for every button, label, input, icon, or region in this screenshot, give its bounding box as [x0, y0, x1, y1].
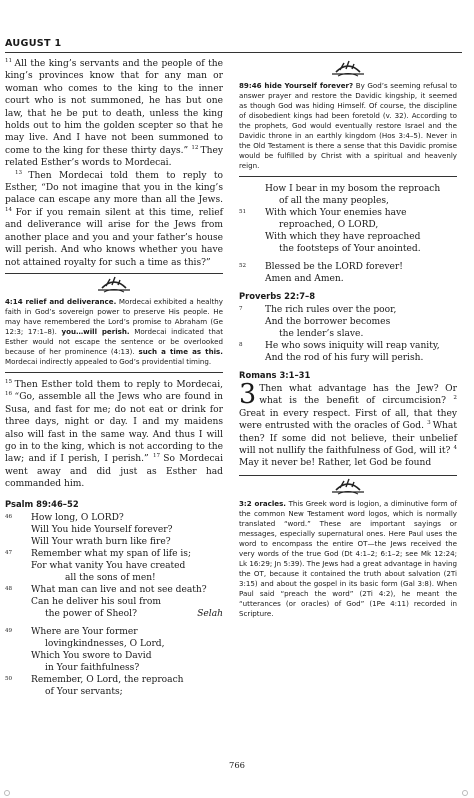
esther-passage-2: $^{15}$ Then Esther told them to reply to Mordecai, $^{16}$ “Go, assemble all the Jews who are found in Susa, and fast for me; do not eat or drink for three days, night or day. I and my maidens also will fast in the same way. And thus I will go in to the king, which is not according to the law; and if I perish, I perish.” $^{17}$ So Mordecai went away and did just as Esther had commanded him.	[5, 378, 223, 490]
psalm-heading: Psalm 89:46–52	[5, 498, 79, 509]
proverbs-heading: Proverbs 22:7–8	[239, 291, 316, 301]
study-note-89-46: 89:46 hide Yourself forever? By God’s seeming refusal to answer prayer and restore the Davidic kingship, it seemed as though God was hiding Himself. Of course, the discipline of disobedient kings had been foretold (v. 32). According to the prophets, God would eventually restore Israel and the Davidic throne in an earthly kingdom (Hos 3:4–5). Never in the Old Testament is there a sense that this Davidic promise would be fulfilled by Christ with a spiritual and heavenly reign.	[239, 81, 457, 170]
page-number: 766	[229, 760, 245, 770]
poem-line-text: Which You swore to David	[31, 650, 152, 661]
verse-number: 8	[239, 342, 243, 348]
poem-line-text: in Your faithfulness?	[45, 662, 140, 673]
esther-verse-15: Then Esther told them to reply to Mordecai,	[14, 379, 223, 390]
registration-mark	[4, 790, 10, 796]
esther-verse-16: “Go, assemble all the Jews who are found in Susa, and fast for me; do not eat or drink for three days, night or day. I and my maidens also will fast in the same way. And thus I will go in to the king, which is not according to the law; and if I perish, I perish.”	[5, 392, 223, 465]
poem-line	[5, 608, 223, 620]
poem-line	[5, 572, 223, 584]
verse-number: 48	[5, 585, 13, 592]
poem-line	[239, 304, 457, 316]
poem-line	[239, 352, 457, 364]
esther-verse-11: All the king’s servants and the people of the king’s provinces know that for any man or woman who comes to the king to the inner court who is not summoned, he has but one law, that he be put to death, unless the king holds out to him the golden scepter so that he may live. And I have not been summoned to come to the king for these thirty days.”	[5, 59, 223, 156]
poem-line-text: He who sows iniquity will reap vanity,	[265, 341, 440, 351]
registration-mark	[462, 790, 468, 796]
flame-ornament-icon	[328, 58, 368, 78]
verse-number: 51	[239, 209, 247, 215]
poem-line-text: Where are Your former	[31, 626, 138, 637]
poem-line-text: of all the many peoples,	[279, 196, 389, 206]
note-rule-bottom	[239, 176, 457, 177]
note-rule-bottom	[5, 372, 223, 373]
poem-line	[5, 524, 223, 536]
left-column	[5, 58, 223, 698]
poem-line	[5, 512, 223, 524]
poem-line	[5, 662, 223, 674]
poem-line	[239, 183, 457, 195]
flame-ornament-icon	[94, 274, 134, 294]
poem-line-text: Will Your wrath burn like fire?	[31, 536, 171, 547]
poem-line	[5, 686, 223, 698]
poem-line	[239, 231, 457, 243]
romans-verse-2: Great in every respect. First of all, that they were entrusted with the oracles of God.	[239, 408, 457, 432]
poem-line-text: all the sons of men!	[65, 572, 156, 583]
study-note-4-14: 4:14 relief and deliverance. Mordecai exhibited a healthy faith in God’s sovereign power to preserve His people. He may have remembered the Lord’s promise to Abraham (Ge 12:3; 17:1–8). you…will perish. Mordecai indicated that Esther would not escape the sentence or be overlooked because of her prominence (4:13). such a time as this. Mordecai indirectly appealed to God’s providential timing.	[5, 296, 223, 366]
page-date-header: AUGUST 1	[5, 38, 62, 49]
poem-line	[5, 584, 223, 596]
poem-line-text: Can he deliver his soul from	[31, 596, 161, 607]
verse-number: 49	[5, 627, 13, 634]
poem-line	[5, 560, 223, 572]
poem-line-text: With which they have reproached	[265, 232, 421, 242]
poem-line	[5, 548, 223, 560]
poem-line-text: And the borrower becomes	[265, 317, 391, 327]
selah-marker: Selah	[197, 608, 223, 619]
verse-number: 52	[239, 263, 247, 269]
verse-number: 50	[5, 675, 13, 682]
poem-line-text: With which Your enemies have	[265, 208, 407, 218]
poem-line	[239, 273, 457, 285]
proverbs-22-passage	[239, 304, 457, 364]
poem-line-text: the power of Sheol?	[45, 608, 137, 619]
poem-line-text: Will You hide Yourself forever?	[31, 524, 173, 535]
poem-line-text: reproached, O LORD,	[279, 220, 379, 230]
poem-line-text: How I bear in my bosom the reproach	[265, 184, 441, 194]
poem-line	[239, 261, 457, 273]
poem-line	[5, 650, 223, 662]
romans-verse-1: Then what advantage has the Jew? Or what is the benefit of circumcision?	[259, 384, 457, 407]
psalm-89-passage	[5, 512, 223, 698]
esther-verse-13: Then Mordecai told them to reply to Esther, “Do not imagine that you in the king’s palace can escape any more than all the Jews.	[5, 170, 223, 206]
poem-line	[5, 638, 223, 650]
poem-line-text: And the rod of his fury will perish.	[265, 353, 424, 363]
poem-line-text: Remember what my span of life is;	[31, 548, 192, 559]
poem-line-text: For what vanity You have created	[31, 560, 186, 571]
flame-ornament-icon	[328, 476, 368, 496]
poem-line	[239, 340, 457, 352]
poem-line-text: the lender’s slave.	[279, 329, 364, 339]
poem-line	[239, 328, 457, 340]
poem-line	[239, 219, 457, 231]
romans-verse-4: May it never be! Rather, let God be found	[239, 458, 432, 469]
poem-line-text: How long, O LORD?	[31, 512, 124, 523]
poem-line	[239, 243, 457, 255]
esther-verse-14: For if you remain silent at this time, relief and deliverance will arise for the Jews from another place and you and your father’s house will perish. And who knows whether you have not attained royalty for such a time as this?”	[5, 207, 223, 268]
poem-line-text: the footsteps of Your anointed.	[279, 244, 421, 254]
study-note-3-2: 3:2 oracles. This Greek word is logion, a diminutive form of the common New Testament word logos, which is normally translated “word.” These are important sayings or messages, especially supernatural ones. Here Paul uses the word to encompass the entire OT—the Jews received the very words of the true God (Dt 4:1–2; 6:1–2; see Mk 12:24; Lk 16:29; Jn 5:39). The Jews had a great advantage in having the OT, because it contained the truth about salvation (2Ti 3:15) and about the gospel in its basic form (Gal 3:8). When Paul said “preach the word” (2Ti 4:2), he meant the “utterances (or oracles) of God” (1Pe 4:11) recorded in Scripture.	[239, 498, 457, 618]
poem-line-text: Remember, O Lord, the reproach	[31, 674, 184, 685]
verse-number: 7	[239, 306, 243, 312]
right-column	[239, 58, 457, 619]
poem-line-text: lovingkindnesses, O Lord,	[45, 638, 165, 649]
poem-line-text: The rich rules over the poor,	[265, 305, 397, 315]
esther-verse-17: So Mordecai went away and did just as Esther had commanded him.	[5, 454, 223, 490]
poem-line	[239, 316, 457, 328]
poem-line	[5, 626, 223, 638]
esther-verse-12: They related Esther’s words to Mordecai.	[5, 145, 223, 169]
poem-line-text: Amen and Amen.	[265, 274, 344, 284]
verse-number: 46	[5, 513, 13, 520]
poem-line-text: Blessed be the LORD forever!	[265, 262, 403, 272]
chapter-number: 3	[239, 379, 257, 410]
poem-line	[5, 536, 223, 548]
header-rule	[5, 52, 462, 53]
psalm-89-continued	[239, 183, 457, 285]
poem-line-text: of Your servants;	[45, 686, 123, 697]
romans-verse-3: What then? If some did not believe, their unbelief will not nullify the faithfulness of God, will it?	[239, 421, 457, 457]
poem-line	[239, 207, 457, 219]
poem-line-text: What man can live and not see death?	[31, 584, 207, 595]
verse-number: 47	[5, 549, 13, 556]
romans-heading: Romans 3:1–31	[239, 370, 311, 380]
poem-line	[5, 674, 223, 686]
poem-line	[5, 596, 223, 608]
romans-3-passage: 3 Then what advantage has the Jew? Or what is the benefit of circumcision? $^2$ Great in every respect. First of all, that they were entrusted with the oracles of God. $^3$ What then? If some did not believe, their unbelief will not nullify the faithfulness of God, will it? $^4$ May it never be! Rather, let God be found	[239, 379, 457, 469]
esther-passage-1: $^{11}$ All the king’s servants and the people of the king’s provinces know that for any man or woman who comes to the king to the inner court who is not summoned, he has but one law, that he be put to death, unless the king holds out to him the golden scepter so that he may live. And I have not been summoned to come to the king for these thirty days.” $^{12}$ They related Esther’s words to Mordecai. $^{13}$ Then Mordecai told them to reply to Esther, “Do not imagine that you in the king’s palace can escape any more than all the Jews. $^{14}$ For if you remain silent at this time, relief and deliverance will arise for the Jews from another place and you and your father’s house will perish. And who knows whether you have not attained royalty for such a time as this?”	[5, 57, 223, 268]
poem-line	[239, 195, 457, 207]
